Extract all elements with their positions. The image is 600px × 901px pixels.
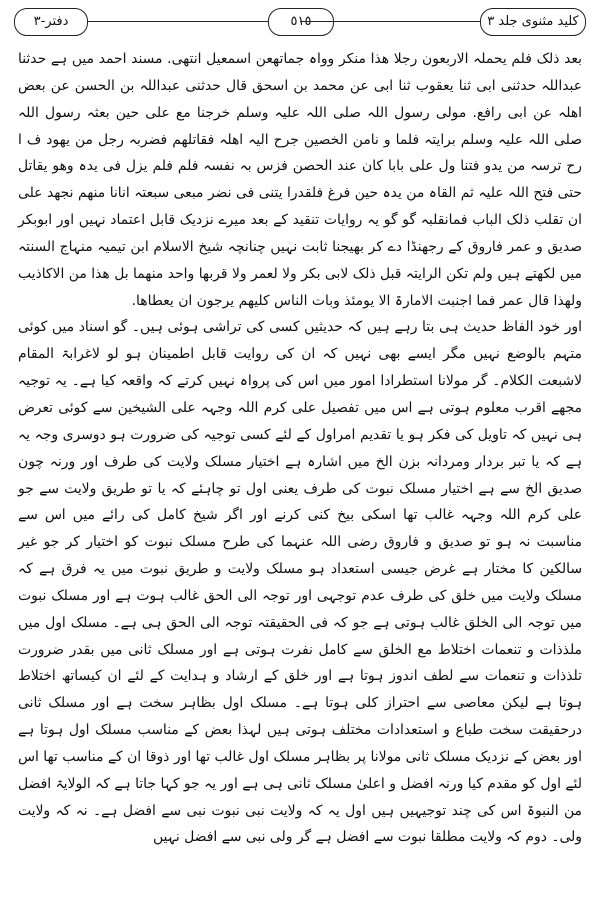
- volume-label: دفتر-٣: [14, 8, 88, 36]
- header-rule-right: [300, 21, 480, 22]
- page-number: ٥١٥: [268, 8, 334, 36]
- page-body: [18, 46, 582, 893]
- arabic-text-block: بعد ذلک فلم یحملہ الاربعون رجلا ھذا منکر وواہ جماتھعن اسمعیل انتھی. مسند احمد میں ہے حدثنا عبداللہ حدثنی ابی ثنا یعقوب ثنا ابی عن محمد بن اسحق قال حدثنی عبداللہ بن الحسن عن بعض اھلہ عن ابی رافع. مولی رسول اللہ صلی اللہ علیہ وسلم خرجنا مع علی حین بعثہ رسول اللہ صلی اللہ علیہ وسلم برایتہ فلما و نامن الخصین جرح الیہ اھلہ فقاتلھم فضربہ رجل من یھود ف ا رح ترسہ من یدو فتنا ول علی بابا کان عند الحصن فزس بہ نفسہ فلم فلم یزل فی یدہ وھو یقاتل حتی فتح اللہ علیہ ثم القاہ من یدہ حین فرغ فلقدرا یتنی فی نضر مبعی سبعتہ انانا منھم نجھد علی ان تقلب ذلک الباب فمانقلبہ گو گو یہ روایات تنقید کے بعد میرے نزدیک قابل اعتماد نہیں اور ابوبکر صدیق و عمر فاروق کے رجھنڈا دے کر بھیجنا ثابت نہیں چنانچہ شیخ الاسلام ابن تیمیہ منہاج السنتہ میں لکھتے ہیں ولم تکن الرایتہ قبل ذلک لابی بکر ولا لعمر ولا قربھا واحد منھما بل ھذا من الاکاذیب ولھذا قال عمر فما اجنبت الامارۃ الا یومئذ وبات الناس کلیھم یرجون ان یعطاھا.: [18, 51, 582, 309]
- header-rule-left: [88, 21, 268, 22]
- page-header: [14, 8, 586, 38]
- urdu-text-block: اور خود الفاظ حدیث ہی بتا رہے ہیں کہ حدیثیں کسی کی تراشی ہوئی ہیں۔ گو اسناد میں کوئی متہم بالوضع نہیں مگر ایسے بھی نہیں کہ ان کی روایت قابل اطمینان ہو لو لاغرابۃ المقام لاشبعت الکلام۔ گر مولانا استطرادا امور میں اس کی پرواہ نہیں کرتے کہ واقعہ کیا ہے۔ یہ توجیہ مجھے اقرب معلوم ہوتی ہے اس میں تفصیل علی کرم اللہ وجہہ علی الشیخین سے کوئی تعرض ہی نہیں کہ تاویل کی فکر ہو یا تقدیم امراول کے لئے کسی توجیہ کی ضرورت ہو دوسری وجہ یہ ہے کہ یا تبر بردار ومردانہ بزن الخ میں اشارہ ہے اختیار مسلک ولایت کی طرف اور ورنہ چون صدیق الخ سے ہے اختیار مسلک نبوت کی طرف یعنی اول تو چاہئے کہ یا تو طریق ولایت سے جو علی کرم اللہ وجہہ غالب تھا اسکی بیخ کنی کرنے اور اگر شیخ کامل کی رائے میں اس سے مناسبت نہ ہو تو صدیق و فاروق رضی اللہ عنہما کی طرح مسلک نبوت کو اختیار کر جو غیر سالکین کا مختار ہے غرض جیسی استعداد ہو مسلک ولایت و طریق نبوت میں یہ فرق ہے کہ مسلک ولایت میں خلق کی طرف عدم توجہی اور توجہ الی الحق غالب ہوت ہے اور مسلک نبوت میں توجہ الی الخلق غالب ہوتی ہے جو کہ فی الحقیقتہ توجہ الی الحق ہی ہے۔ مسلک اول میں ملذذات و تنعمات اختلاط مع الخلق سے کامل نفرت ہوتی ہے اور مسلک ثانی میں بقدر ضرورت تلذذات و تنعمات سے لطف اندوز ہوتا ہے اور خلق کے ارشاد و ہدایت کے لئے ان کیساتھ اختلاط ہوتا ہے لیکن معاصی سے احتراز کلی ہوتا ہے۔ مسلک اول بظاہر سخت ہے اور مسلک ثانی درحقیقت سخت طباع و استعدادات مختلف ہوتی ہیں لہذا بعض کے مناسب مسلک اول ہوتا ہے اور بعض کے نزدیک مسلک ثانی مولانا پر بظاہر مسلک اول غالب تھا اور ذوقا ان کے مناسب تھا اس لئے اول کو مقدم کیا ورنہ افضل و اعلیٰ مسلک ثانی ہی ہے اور یہ جو کہا جاتا ہے کہ الولایۃ افضل من النبوۃ اس کی چند توجیہیں ہیں اول یہ کہ ولایت نبی نبوت نبی سے افضل ہے۔ نہ کہ ولایت ولی۔ دوم کہ ولایت مطلقا نبوت سے افضل ہے گر ولی نبی سے افضل نہیں: [18, 319, 582, 846]
- book-title: کلید مثنوی جلد ۳: [480, 8, 586, 36]
